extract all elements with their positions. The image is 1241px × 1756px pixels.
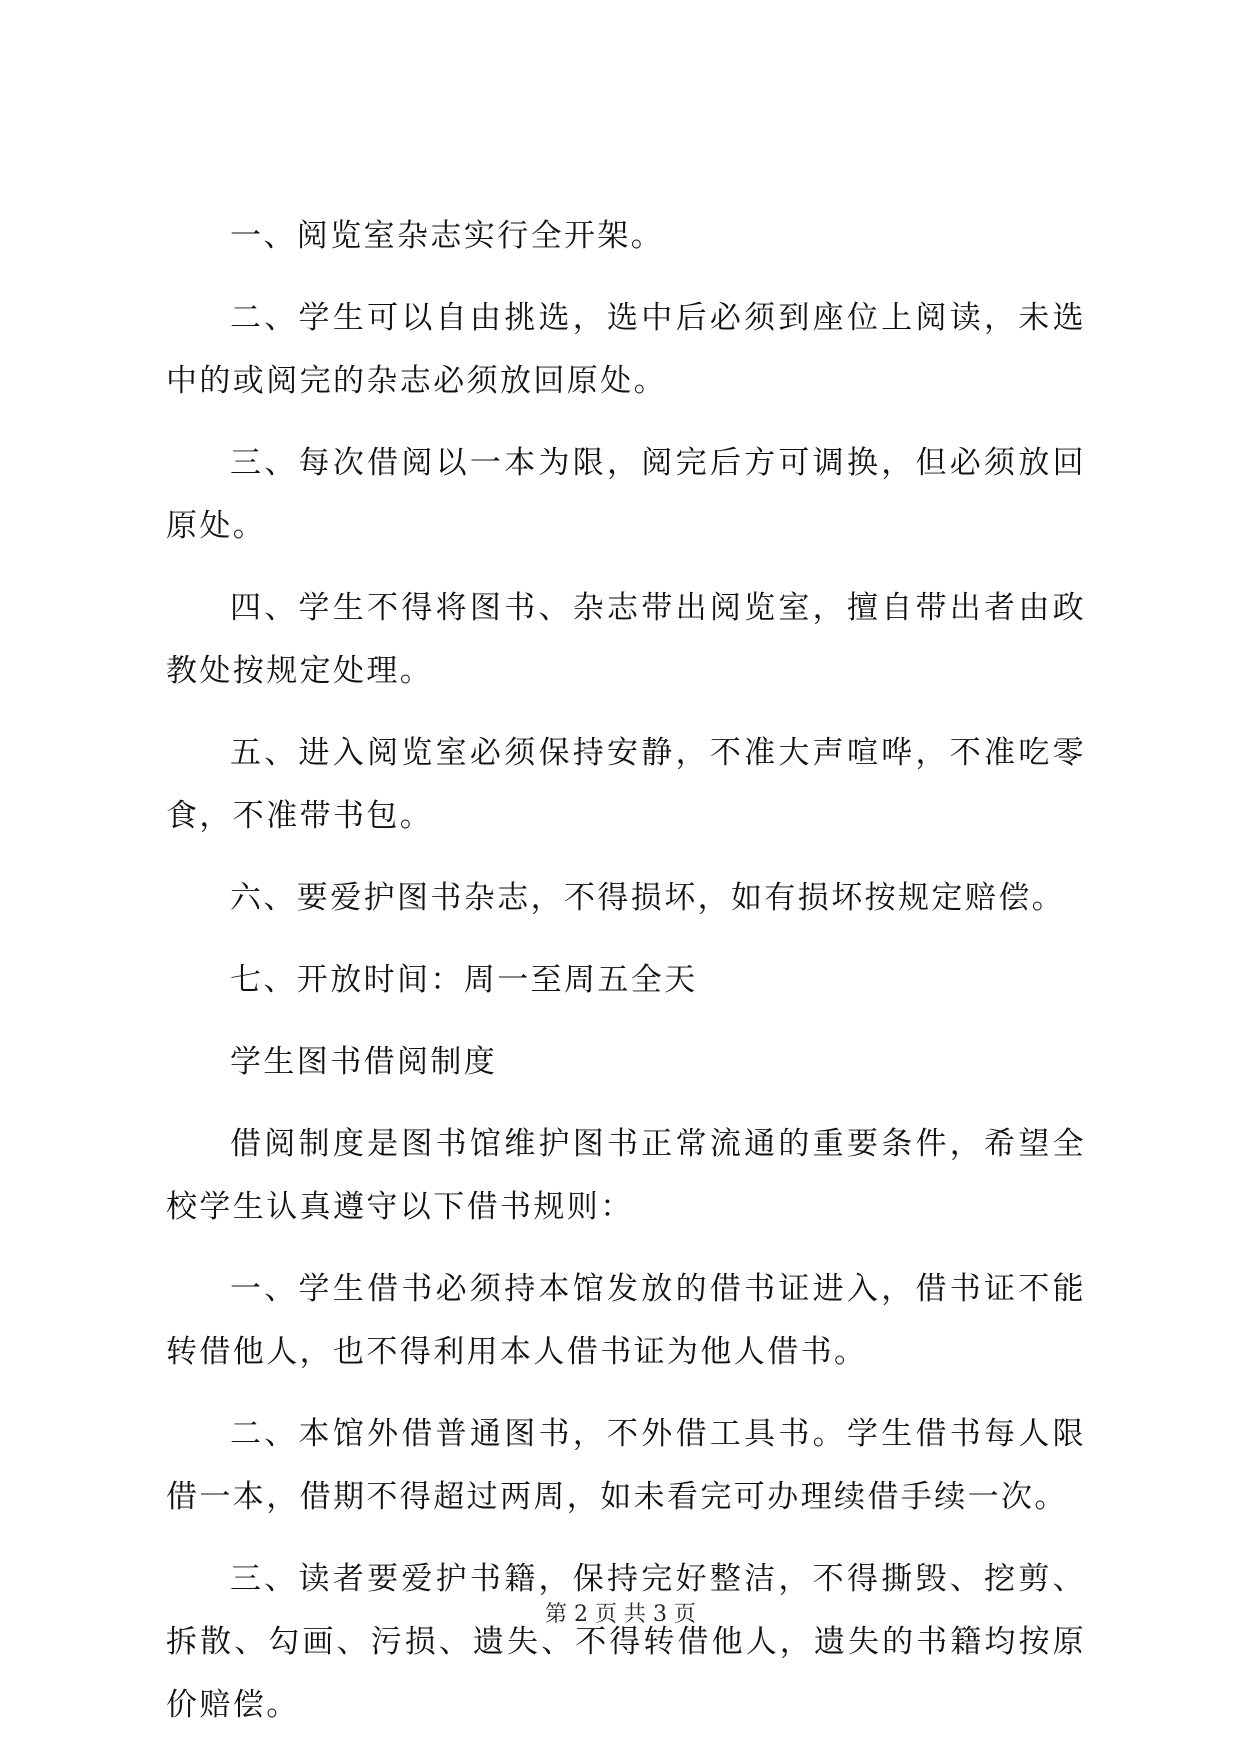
paragraph-borrow-rule-3: 三、读者要爱护书籍，保持完好整洁，不得撕毁、挖剪、拆散、勾画、污损、遗失、不得转借他人，遗失的书籍均按原价赔偿。 bbox=[166, 1561, 1086, 1723]
page-number-footer: 第 2 页 共 3 页 bbox=[545, 1602, 696, 1627]
paragraph-rule-3: 三、每次借阅以一本为限，阅完后方可调换，但必须放回原处。 bbox=[166, 445, 1086, 544]
paragraph-rule-5: 五、进入阅览室必须保持安静，不准大声喧哗，不准吃零食，不准带书包。 bbox=[166, 735, 1086, 834]
paragraph-rule-6: 六、要爱护图书杂志，不得损坏，如有损坏按规定赔偿。 bbox=[230, 880, 1065, 916]
document-body bbox=[166, 205, 1086, 1756]
paragraph-rule-4: 四、学生不得将图书、杂志带出阅览室，擅自带出者由政教处按规定处理。 bbox=[166, 590, 1086, 689]
paragraph-borrow-rule-1: 一、学生借书必须持本馆发放的借书证进入，借书证不能转借他人，也不得利用本人借书证为他人借书。 bbox=[166, 1271, 1086, 1370]
paragraph-rule-1: 一、阅览室杂志实行全开架。 bbox=[230, 218, 665, 254]
paragraph-borrow-rule-2: 二、本馆外借普通图书，不外借工具书。学生借书每人限借一本，借期不得超过两周，如未看完可办理续借手续一次。 bbox=[166, 1416, 1086, 1515]
section-heading: 学生图书借阅制度 bbox=[230, 1044, 498, 1080]
paragraph-rule-2: 二、学生可以自由挑选，选中后必须到座位上阅读，未选中的或阅完的杂志必须放回原处。 bbox=[166, 300, 1086, 399]
paragraph-rule-7: 七、开放时间：周一至周五全天 bbox=[230, 962, 698, 998]
section-intro: 借阅制度是图书馆维护图书正常流通的重要条件，希望全校学生认真遵守以下借书规则： bbox=[166, 1126, 1086, 1225]
